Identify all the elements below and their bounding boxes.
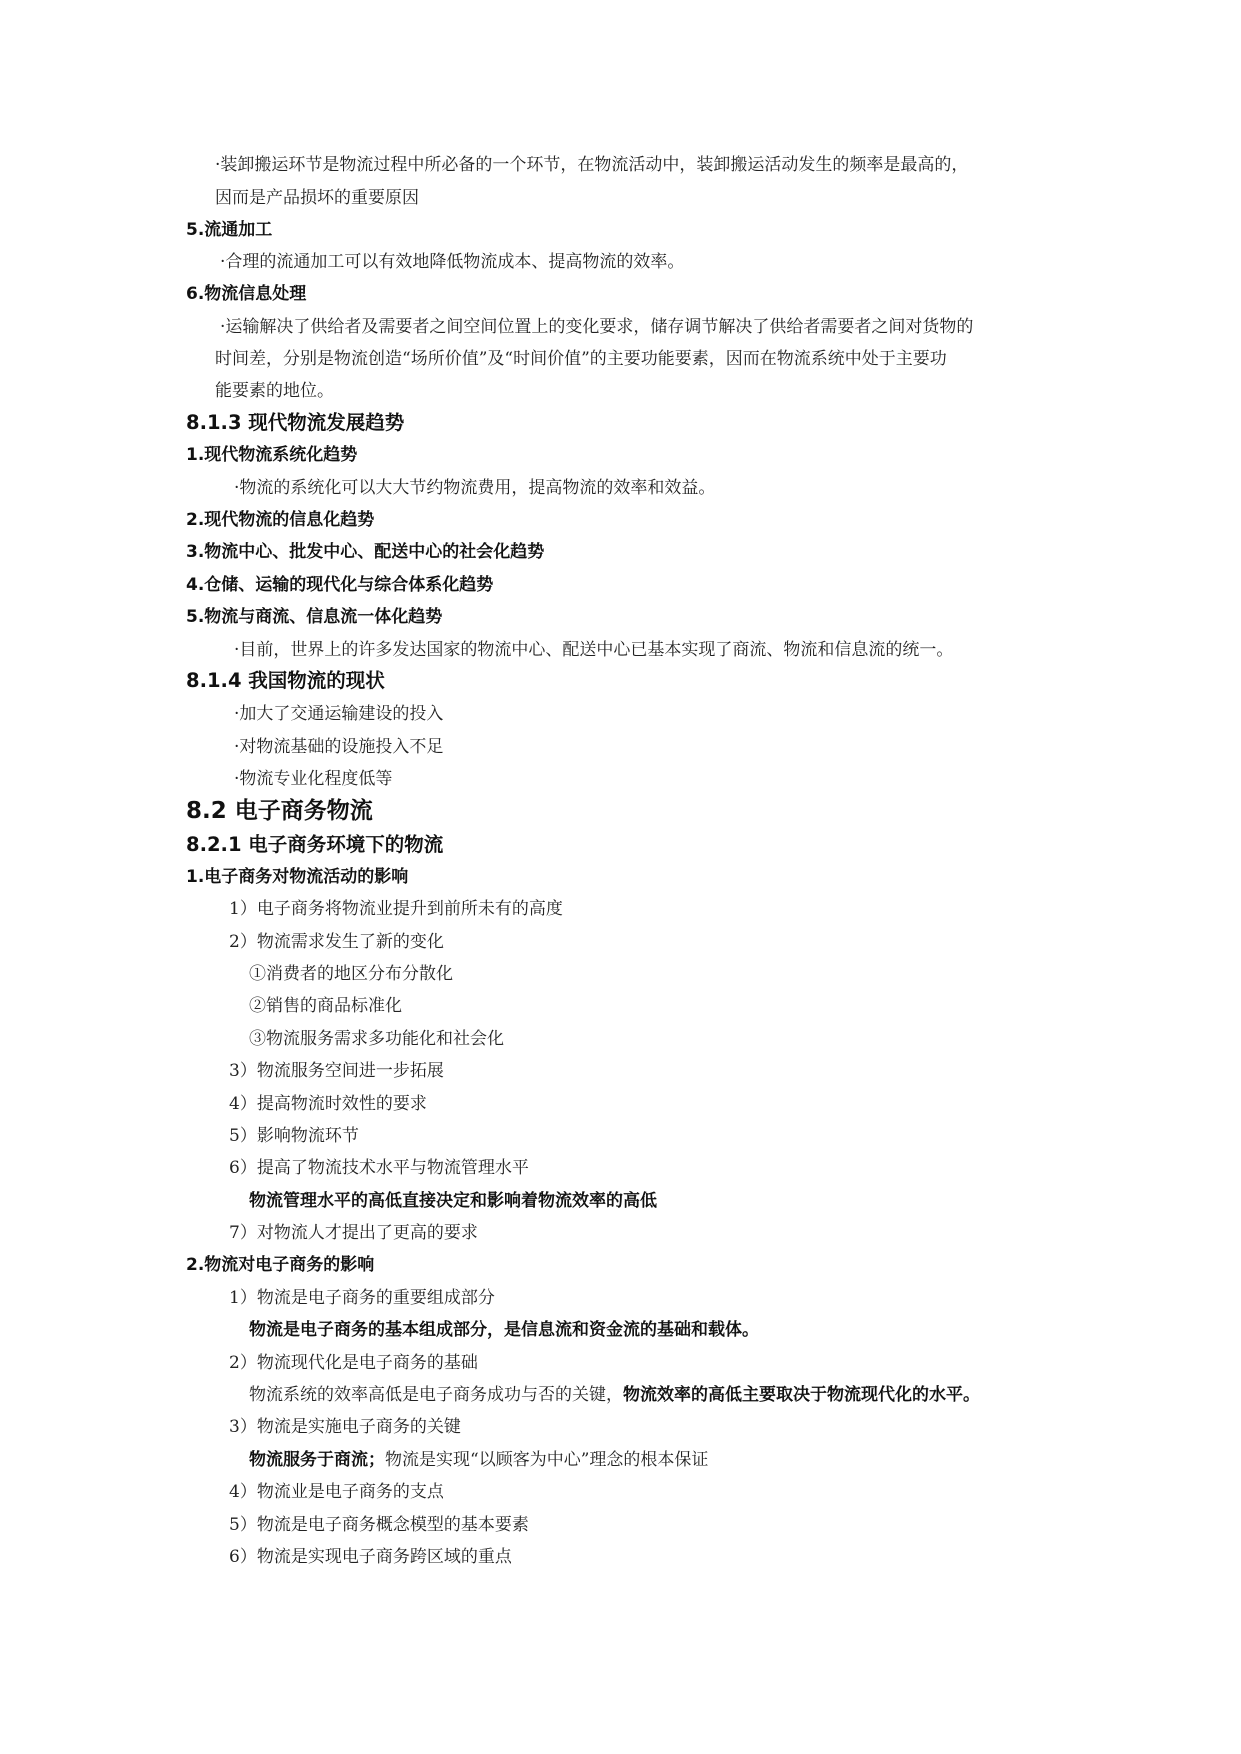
note-service-commerce [249, 1449, 708, 1471]
bullet-transport-storage: ·运输解决了供给者及需要者之间空间位置上的变化要求，储存调节解决了供给者需要者之间对货物的 [220, 317, 974, 337]
heading-integration-trend: 5.物流与商流、信息流一体化趋势 [186, 607, 443, 627]
section-8-2-1-title: 8.2.1 电子商务环境下的物流 [186, 833, 444, 856]
bullet-infrastructure-insufficient: ·对物流基础的设施投入不足 [234, 737, 444, 757]
heading-modernization-trend: 4.仓储、运输的现代化与综合体系化趋势 [186, 575, 494, 595]
heading-distribution-processing: 5.流通加工 [186, 220, 273, 240]
heading-socialization-trend: 3.物流中心、批发中心、配送中心的社会化趋势 [186, 542, 545, 562]
note-service-commerce-plain: 物流是实现“以顾客为中心”理念的根本保证 [385, 1450, 709, 1470]
bullet-transport-storage-cont1: 时间差，分别是物流创造“场所价值”及“时间价值”的主要功能要素，因而在物流系统中处于主要功 [215, 349, 947, 369]
heading-informatization-trend: 2.现代物流的信息化趋势 [186, 510, 375, 530]
item-2-2: 2）物流现代化是电子商务的基础 [229, 1353, 478, 1373]
heading-ecommerce-impact-on-logistics: 1.电子商务对物流活动的影响 [186, 867, 409, 887]
item-1-3: 3）物流服务空间进一步拓展 [229, 1061, 444, 1081]
item-2-5: 5）物流是电子商务概念模型的基本要素 [229, 1515, 529, 1535]
subitem-standardized-goods: ②销售的商品标准化 [249, 996, 402, 1016]
bullet-transport-investment: ·加大了交通运输建设的投入 [234, 704, 444, 724]
bullet-distribution-processing: ·合理的流通加工可以有效地降低物流成本、提高物流的效率。 [220, 252, 685, 272]
note-efficiency-key-bold: 物流效率的高低主要取决于物流现代化的水平。 [623, 1385, 980, 1405]
item-1-4: 4）提高物流时效性的要求 [229, 1094, 427, 1114]
item-1-7: 7）对物流人才提出了更高的要求 [229, 1223, 478, 1243]
section-8-2-title: 8.2 电子商务物流 [186, 798, 373, 824]
item-2-6: 6）物流是实现电子商务跨区域的重点 [229, 1547, 512, 1567]
item-2-3: 3）物流是实施电子商务的关键 [229, 1417, 461, 1437]
bullet-loading-handling: ·装卸搬运环节是物流过程中所必备的一个环节，在物流活动中，装卸搬运活动发生的频率是最高的， [215, 155, 969, 175]
note-basic-component: 物流是电子商务的基本组成部分，是信息流和资金流的基础和载体。 [249, 1320, 759, 1340]
subitem-consumer-dispersion: ①消费者的地区分布分散化 [249, 964, 453, 984]
section-8-1-4-title: 8.1.4 我国物流的现状 [186, 669, 385, 692]
item-2-1: 1）物流是电子商务的重要组成部分 [229, 1288, 495, 1308]
item-1-1: 1）电子商务将物流业提升到前所未有的高度 [229, 899, 563, 919]
bullet-transport-storage-cont2: 能要素的地位。 [215, 381, 334, 401]
bullet-loading-handling-cont: 因而是产品损坏的重要原因 [215, 188, 419, 208]
item-1-6: 6）提高了物流技术水平与物流管理水平 [229, 1158, 529, 1178]
item-1-2: 2）物流需求发生了新的变化 [229, 932, 444, 952]
section-8-1-3-title: 8.1.3 现代物流发展趋势 [186, 411, 405, 434]
bullet-integration: ·目前，世界上的许多发达国家的物流中心、配送中心已基本实现了商流、物流和信息流的统一。 [234, 640, 954, 660]
note-management-level: 物流管理水平的高低直接决定和影响着物流效率的高低 [249, 1191, 657, 1211]
note-efficiency-key [249, 1384, 980, 1406]
subitem-multifunctional-service: ③物流服务需求多功能化和社会化 [249, 1029, 504, 1049]
note-efficiency-key-plain: 物流系统的效率高低是电子商务成功与否的关键， [249, 1385, 623, 1405]
bullet-systemization: ·物流的系统化可以大大节约物流费用，提高物流的效率和效益。 [234, 478, 716, 498]
item-2-4: 4）物流业是电子商务的支点 [229, 1482, 444, 1502]
bullet-low-specialization: ·物流专业化程度低等 [234, 769, 393, 789]
item-1-5: 5）影响物流环节 [229, 1126, 359, 1146]
note-service-commerce-bold: 物流服务于商流； [249, 1450, 385, 1470]
heading-logistics-impact-on-ecommerce: 2.物流对电子商务的影响 [186, 1255, 375, 1275]
heading-systemization-trend: 1.现代物流系统化趋势 [186, 445, 358, 465]
heading-logistics-information: 6.物流信息处理 [186, 284, 307, 304]
